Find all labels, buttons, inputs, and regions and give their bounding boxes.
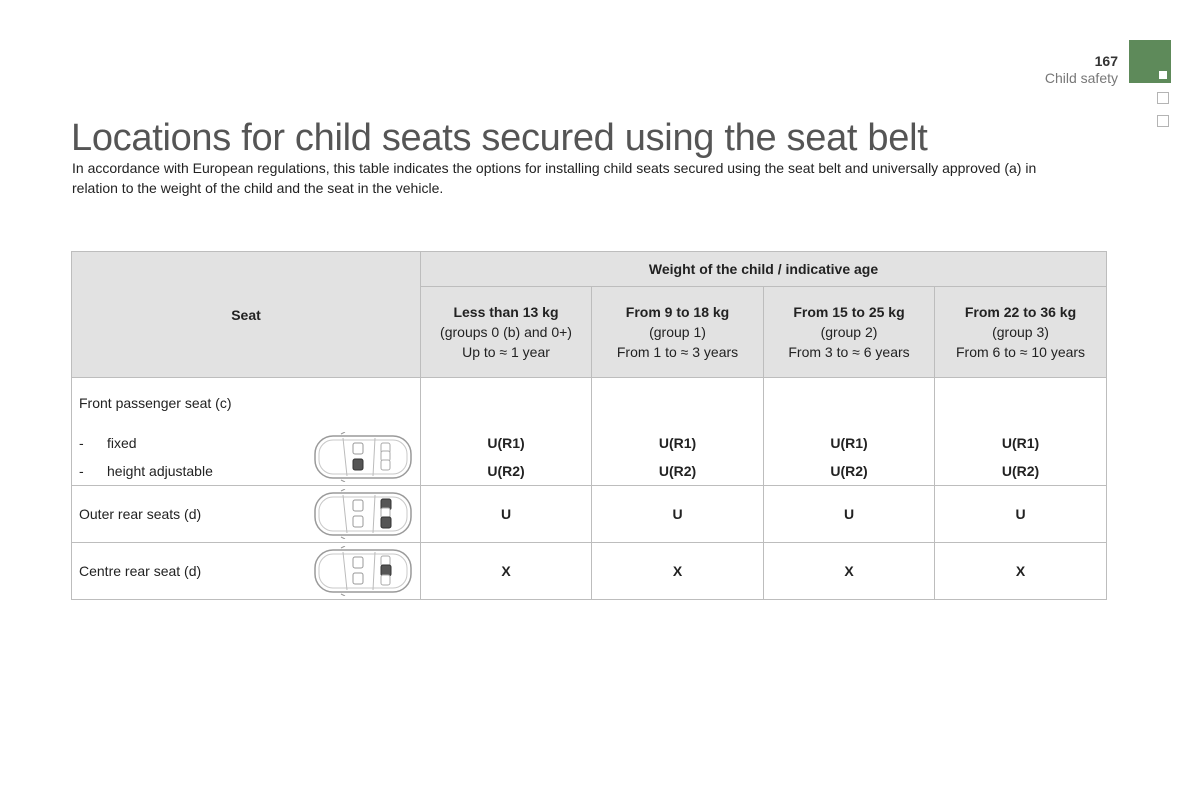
dash: - [79, 463, 84, 479]
car-front-seat-icon [313, 432, 413, 482]
column-age: Up to ≈ 1 year [462, 344, 550, 360]
value-cell [421, 378, 592, 486]
section-title: Child safety [1044, 70, 1118, 86]
dash: - [79, 435, 84, 451]
seat-cell [72, 486, 421, 543]
child-seat-table [71, 251, 1107, 600]
column-header-3 [935, 287, 1107, 378]
page-title: Locations for child seats secured using the seat belt [71, 117, 928, 159]
value-cell [764, 378, 935, 486]
chapter-tab-box [1157, 115, 1169, 127]
value-cell [935, 378, 1107, 486]
value-cell [592, 378, 764, 486]
seat-sub-label: fixed [107, 435, 137, 451]
column-header-2 [764, 287, 935, 378]
column-group: (group 2) [820, 324, 878, 340]
column-group: (group 3) [992, 324, 1049, 340]
intro-paragraph: In accordance with European regulations, this table indicates the options for installing child seats secured using the seat belt and universally approved (a) in relation to the weight of the child and the seat in the vehicle. [72, 160, 1037, 196]
value-cell: X [592, 543, 764, 600]
column-weight: Less than 13 kg [453, 304, 559, 320]
column-group: (group 1) [649, 324, 706, 340]
seat-cell [72, 543, 421, 600]
value-cell: X [421, 543, 592, 600]
column-weight: From 22 to 36 kg [964, 304, 1077, 320]
value-cell: X [935, 543, 1107, 600]
seat-column-header: Seat [72, 252, 421, 378]
seat-label: Outer rear seats (d) [79, 506, 202, 522]
column-header-1 [592, 287, 764, 378]
chapter-tab-marker [1159, 71, 1167, 79]
table-row-front-passenger [72, 378, 1107, 486]
table-row-centre-rear [72, 543, 1107, 600]
seat-label: Centre rear seat (d) [79, 563, 202, 579]
value-adjustable: U(R2) [1001, 463, 1040, 479]
value-fixed: U(R1) [830, 435, 868, 451]
car-centre-rear-seat-icon [313, 546, 413, 596]
chapter-tab-box [1157, 92, 1169, 104]
car-outer-rear-seat-icon [313, 489, 413, 539]
value-adjustable: U(R2) [830, 463, 868, 479]
column-age: From 3 to ≈ 6 years [788, 344, 910, 360]
chapter-tab [1129, 40, 1171, 83]
column-header-0 [421, 287, 592, 378]
column-weight: From 15 to 25 kg [793, 304, 905, 320]
value-cell: U [935, 486, 1107, 543]
seat-label: Front passenger seat (c) [79, 395, 232, 411]
value-adjustable: U(R2) [658, 463, 697, 479]
seat-sub-label: height adjustable [107, 463, 213, 479]
value-cell: U [764, 486, 935, 543]
seat-cell [72, 378, 421, 486]
weight-group-header: Weight of the child / indicative age [421, 252, 1107, 287]
value-fixed: U(R1) [1001, 435, 1040, 451]
column-weight: From 9 to 18 kg [625, 304, 730, 320]
column-group: (groups 0 (b) and 0+) [440, 324, 572, 340]
value-adjustable: U(R2) [487, 463, 525, 479]
value-cell: U [592, 486, 764, 543]
value-fixed: U(R1) [487, 435, 525, 451]
value-cell: X [764, 543, 935, 600]
column-age: From 6 to ≈ 10 years [955, 344, 1086, 360]
table-row-outer-rear [72, 486, 1107, 543]
page-number: 167 [1094, 53, 1118, 69]
column-age: From 1 to ≈ 3 years [616, 344, 739, 360]
value-cell: U [421, 486, 592, 543]
value-fixed: U(R1) [658, 435, 697, 451]
